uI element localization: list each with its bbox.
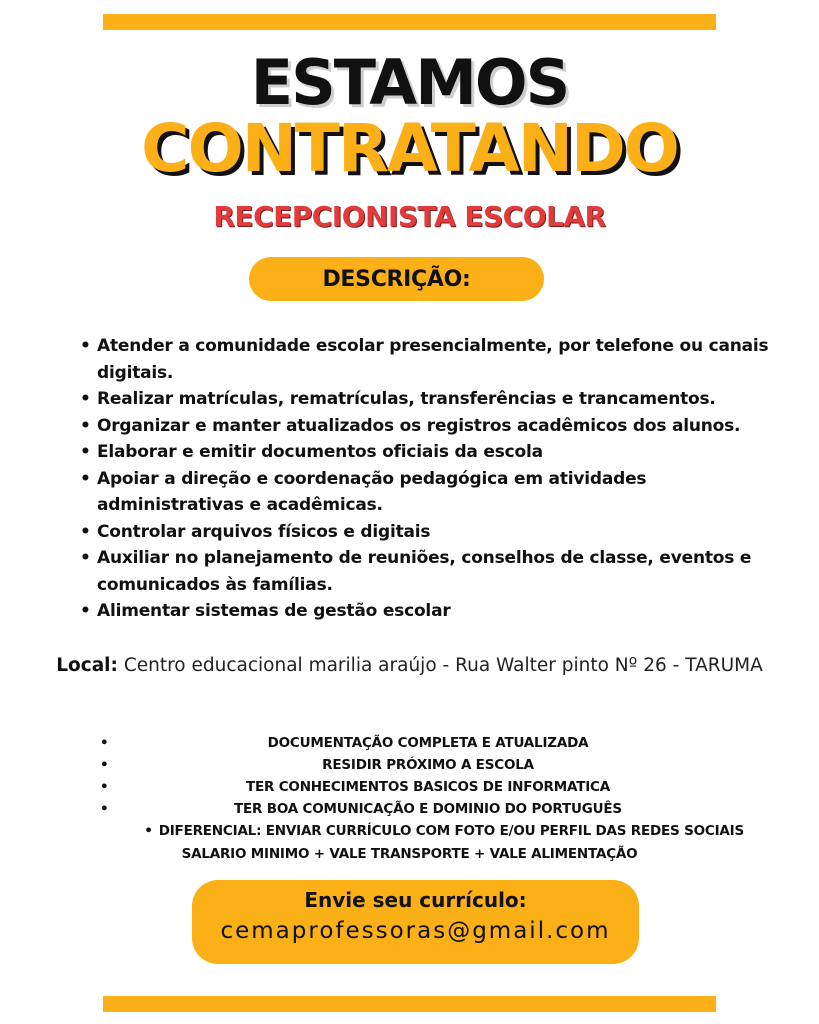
bullet-icon: • bbox=[80, 415, 91, 436]
description-item: • Atender a comunidade escolar presencialmente, por telefone ou canais digitais. bbox=[70, 333, 770, 386]
bottom-accent-bar bbox=[103, 996, 716, 1012]
heading-line-2: CONTRATANDO bbox=[141, 110, 678, 187]
description-label-pill bbox=[249, 257, 544, 301]
location-label: Local: bbox=[56, 655, 118, 676]
top-accent-bar bbox=[103, 14, 716, 30]
bullet-icon: • bbox=[80, 521, 91, 542]
description-item: • Auxiliar no planejamento de reuniões, conselhos de classe, eventos e comunicados às famílias. bbox=[70, 545, 770, 598]
bullet-icon: • bbox=[80, 468, 91, 489]
description-label: DESCRIÇÃO: bbox=[322, 266, 471, 292]
requirement-item: • DOCUMENTAÇÃO COMPLETA E ATUALIZADA bbox=[92, 732, 764, 754]
cta-title: Envie seu currículo: bbox=[304, 888, 527, 912]
job-title: RECEPCIONISTA ESCOLAR bbox=[213, 200, 606, 233]
description-item: • Controlar arquivos físicos e digitais bbox=[70, 519, 770, 546]
requirement-item: • RESIDIR PRÓXIMO A ESCOLA bbox=[92, 754, 764, 776]
bullet-icon: • bbox=[80, 442, 91, 462]
requirement-item: • TER BOA COMUNICAÇÃO E DOMINIO DO PORTUGUÊS bbox=[92, 798, 764, 820]
description-item: • Apoiar a direção e coordenação pedagógica em atividades administrativas e acadêmicas. bbox=[70, 466, 770, 519]
requirement-item: • DIFERENCIAL: ENVIAR CURRÍCULO COM FOTO E/OU PERFIL DAS REDES SOCIAIS bbox=[144, 823, 744, 839]
bullet-icon: • bbox=[100, 801, 109, 817]
benefits-text: SALARIO MINIMO + VALE TRANSPORTE + VALE ALIMENTAÇÃO bbox=[181, 846, 638, 862]
requirement-item: • TER CONHECIMENTOS BASICOS DE INFORMATICA bbox=[92, 776, 764, 798]
bullet-icon: • bbox=[100, 735, 109, 751]
bullet-icon: • bbox=[80, 601, 91, 621]
location-block bbox=[40, 652, 779, 680]
description-item: • Organizar e manter atualizados os registros acadêmicos dos alunos. bbox=[70, 413, 770, 440]
description-item: • Elaborar e emitir documentos oficiais da escola bbox=[70, 439, 770, 466]
location-text: Centro educacional marilia araújo - Rua Walter pinto Nº 26 - TARUMA bbox=[123, 655, 763, 676]
bullet-icon: • bbox=[100, 757, 109, 773]
bullet-icon: • bbox=[100, 779, 109, 795]
bullet-icon: • bbox=[80, 389, 91, 409]
description-list bbox=[70, 333, 770, 625]
heading-line-1: ESTAMOS bbox=[250, 46, 569, 119]
send-resume-box bbox=[192, 880, 639, 964]
description-item: • Alimentar sistemas de gestão escolar bbox=[70, 598, 770, 625]
bullet-icon: • bbox=[80, 548, 91, 568]
bullet-icon: • bbox=[80, 336, 91, 356]
contact-email[interactable]: cemaprofessoras@gmail.com bbox=[220, 918, 611, 944]
description-item: • Realizar matrículas, rematrículas, transferências e trancamentos. bbox=[70, 386, 770, 413]
bullet-icon: • bbox=[144, 823, 153, 839]
requirements-list bbox=[92, 732, 764, 842]
